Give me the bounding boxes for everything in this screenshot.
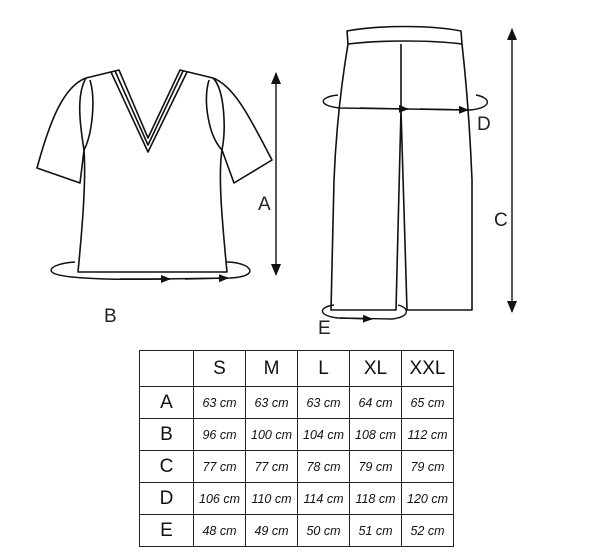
- table-cell: 48 cm: [194, 515, 246, 547]
- row-label-a: A: [140, 387, 194, 419]
- table-row: [140, 515, 454, 547]
- table-cell: 63 cm: [194, 387, 246, 419]
- shirt-drawing: [37, 70, 272, 272]
- table-corner-cell: [140, 351, 194, 387]
- label-a: A: [258, 194, 271, 215]
- size-header-row: [140, 351, 454, 387]
- size-header-s: S: [194, 351, 246, 387]
- table-cell: 79 cm: [350, 451, 402, 483]
- table-cell: 49 cm: [246, 515, 298, 547]
- table-cell: 77 cm: [246, 451, 298, 483]
- table-cell: 78 cm: [298, 451, 350, 483]
- hem-measurement-loop: [322, 305, 406, 319]
- row-label-b: B: [140, 419, 194, 451]
- pants-drawing: [331, 27, 472, 311]
- label-e: E: [318, 318, 331, 339]
- table-cell: 50 cm: [298, 515, 350, 547]
- table-cell: 112 cm: [402, 419, 454, 451]
- table-cell: 64 cm: [350, 387, 402, 419]
- table-cell: 63 cm: [298, 387, 350, 419]
- table-cell: 110 cm: [246, 483, 298, 515]
- table-row: [140, 483, 454, 515]
- table-cell: 108 cm: [350, 419, 402, 451]
- row-label-d: D: [140, 483, 194, 515]
- size-header-xl: XL: [350, 351, 402, 387]
- table-row: [140, 387, 454, 419]
- table-cell: 100 cm: [246, 419, 298, 451]
- table-cell: 52 cm: [402, 515, 454, 547]
- table-cell: 118 cm: [350, 483, 402, 515]
- waist-measurement-loop: [323, 95, 487, 110]
- table-cell: 63 cm: [246, 387, 298, 419]
- label-d: D: [477, 114, 491, 135]
- size-header-l: L: [298, 351, 350, 387]
- size-chart-table: [139, 350, 454, 547]
- size-header-xxl: XXL: [402, 351, 454, 387]
- table-cell: 77 cm: [194, 451, 246, 483]
- table-cell: 79 cm: [402, 451, 454, 483]
- label-c: C: [494, 210, 508, 231]
- table-cell: 65 cm: [402, 387, 454, 419]
- row-label-e: E: [140, 515, 194, 547]
- table-cell: 114 cm: [298, 483, 350, 515]
- table-row: [140, 451, 454, 483]
- label-b: B: [104, 306, 117, 327]
- row-label-c: C: [140, 451, 194, 483]
- table-cell: 120 cm: [402, 483, 454, 515]
- size-header-m: M: [246, 351, 298, 387]
- table-cell: 51 cm: [350, 515, 402, 547]
- table-cell: 106 cm: [194, 483, 246, 515]
- table-row: [140, 419, 454, 451]
- table-cell: 96 cm: [194, 419, 246, 451]
- chest-measurement-loop: [51, 262, 250, 279]
- table-cell: 104 cm: [298, 419, 350, 451]
